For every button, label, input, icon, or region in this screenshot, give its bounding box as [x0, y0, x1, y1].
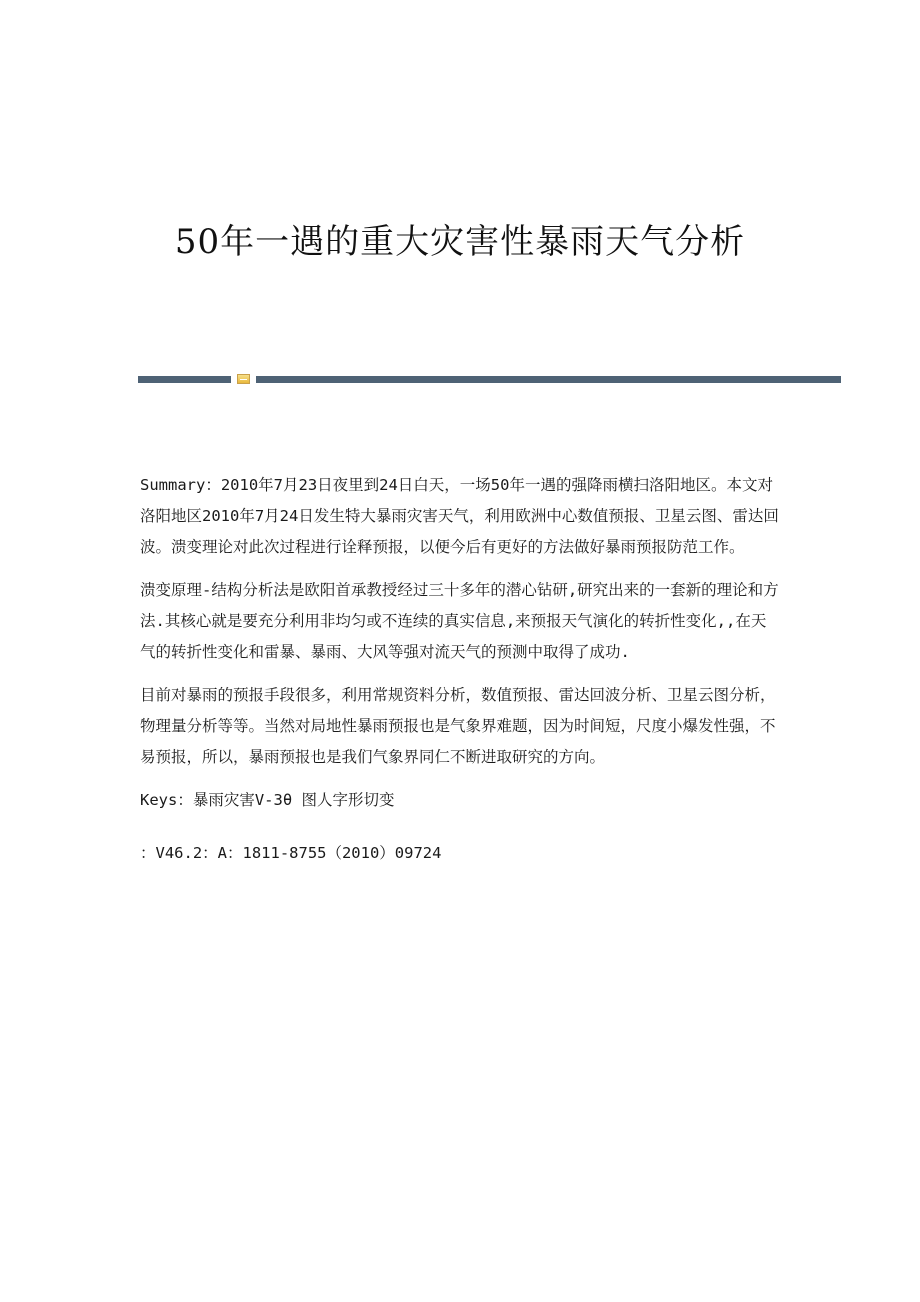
keywords-line: Keys：暴雨灾害V-3θ 图人字形切变	[140, 791, 395, 809]
classification-line: ：V46.2：A：1811-8755（2010）09724	[140, 844, 442, 862]
document-title: 50年一遇的重大灾害性暴雨天气分析	[174, 222, 746, 262]
divider-right-bar	[256, 376, 841, 383]
divider-marker-icon	[237, 374, 250, 384]
methods-paragraph: 目前对暴雨的预报手段很多，利用常规资料分析，数值预报、雷达回波分析、卫星云图分析，物理量分析等等。当然对局地性暴雨预报也是气象界难题，因为时间短，尺度小爆发性强，不易预报，所以，暴雨预报也是我们气象界同仁不断进取研究的方向。	[140, 686, 776, 766]
summary-paragraph: Summary：2010年7月23日夜里到24日白天，一场50年一遇的强降雨横扫洛阳地区。本文对洛阳地区2010年7月24日发生特大暴雨灾害天气，利用欧洲中心数值预报、卫星云图、雷达回波。溃变理论对此次过程进行诠释预报，以便今后有更好的方法做好暴雨预报防范工作。	[140, 476, 779, 556]
theory-paragraph: 溃变原理-结构分析法是欧阳首承教授经过三十多年的潜心钻研,研究出来的一套新的理论和方法.其核心就是要充分利用非均匀或不连续的真实信息,来预报天气演化的转折性变化,,在天气的转折性变化和雷暴、暴雨、大风等强对流天气的预测中取得了成功.	[140, 581, 779, 661]
divider-left-bar	[138, 376, 231, 383]
document-body	[140, 470, 780, 881]
title-divider	[138, 374, 841, 384]
